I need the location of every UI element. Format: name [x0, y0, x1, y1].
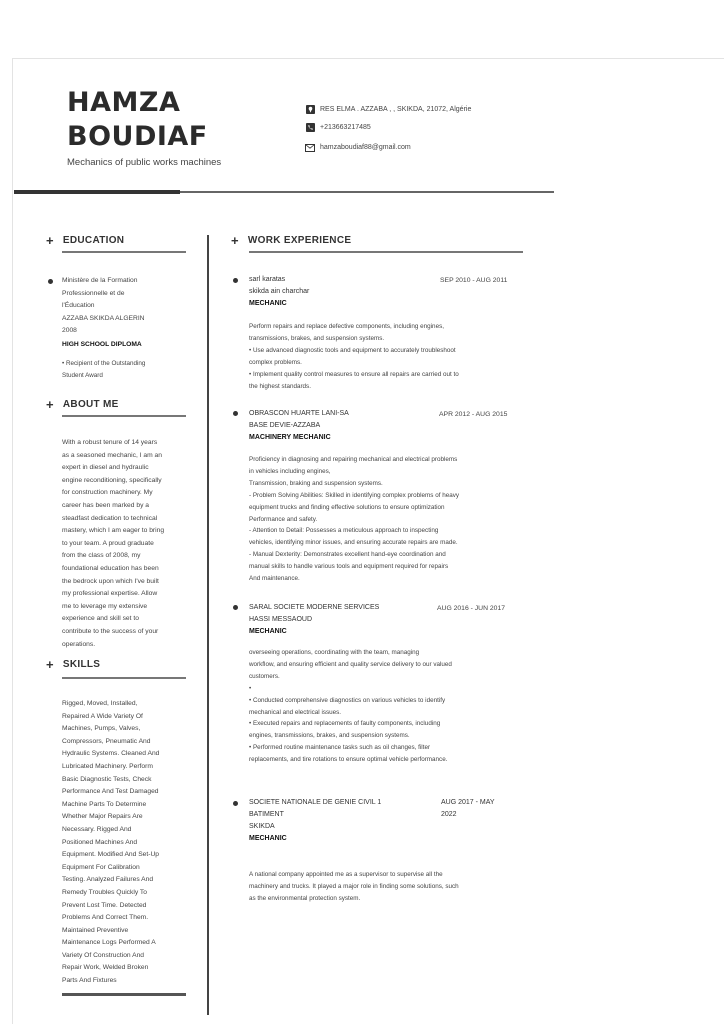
- about-line: my professional expertise. Allow: [62, 590, 158, 598]
- job-company-line: SOCIETE NATIONALE DE GENIE CIVIL 1: [249, 799, 382, 806]
- job-desc-line: - Problem Solving Abilities: Skilled in identifying complex problems of heavy: [249, 491, 459, 499]
- skills-line: Repaired A Wide Variety Of: [62, 712, 143, 720]
- skills-line: Problems And Correct Them.: [62, 914, 149, 922]
- plus-icon: +: [46, 397, 54, 412]
- bullet-icon: [233, 278, 238, 283]
- job-company-line: HASSI MESSAOUD: [249, 616, 313, 623]
- about-heading: [46, 397, 119, 412]
- job-desc-line: A national company appointed me as a supervisor to supervise all the: [249, 871, 443, 878]
- about-line: foundational education has been: [62, 564, 159, 572]
- name-first: HAMZA: [67, 87, 181, 118]
- phone-text: +213663217485: [320, 124, 371, 131]
- plus-icon: +: [231, 233, 239, 248]
- job-desc-line: the highest standards.: [249, 382, 311, 390]
- education-year: 2008: [62, 327, 77, 335]
- about-line: for construction machinery. My: [62, 489, 153, 497]
- header-divider-accent: [14, 190, 180, 194]
- job-date-line: 2022: [441, 811, 457, 818]
- skills-line: Lubricated Machinery. Perform: [62, 762, 153, 770]
- page-left-edge: [12, 58, 13, 1024]
- skills-line: Maintained Preventive: [62, 926, 129, 934]
- skills-line: Variety Of Construction And: [62, 951, 145, 959]
- education-institution-line: Ministère de la Formation: [62, 277, 138, 284]
- skills-line: Hydraulic Systems. Cleaned And: [62, 750, 160, 758]
- about-line: contribute to the success of your: [62, 627, 159, 635]
- job-company-line: SARAL SOCIETE MODERNE SERVICES: [249, 604, 380, 611]
- bullet-icon: [233, 411, 238, 416]
- job-company-line: BASE DEVIE-AZZABA: [249, 422, 321, 429]
- plus-icon: +: [46, 233, 54, 248]
- skills-line: Equipment For Calibration: [62, 863, 140, 871]
- skills-line: Compressors, Pneumatic And: [62, 737, 151, 745]
- bullet-icon: [48, 279, 53, 284]
- job-desc-line: customers.: [249, 672, 280, 680]
- skills-text: [62, 698, 187, 988]
- skills-line: Repair Work, Welded Broken: [62, 964, 149, 972]
- job-desc-line: And maintenance.: [249, 575, 300, 583]
- job-company: [249, 408, 349, 444]
- skills-line: Testing. Analyzed Failures And: [62, 876, 154, 884]
- skills-line: Machine Parts To Determine: [62, 800, 147, 808]
- job-title: Mechanics of public works machines: [67, 157, 222, 168]
- job-desc-line: equipment trucks and finding effective solutions to ensure optimization: [249, 503, 445, 511]
- job-role: MACHINERY MECHANIC: [249, 434, 331, 441]
- job-company-line: OBRASCON HUARTE LANI-SA: [249, 410, 349, 417]
- job-desc-line: • Conducted comprehensive diagnostics on various vehicles to identify: [249, 696, 446, 704]
- education-institution-line: AZZABA SKIKDA ALGERIN: [62, 314, 145, 322]
- location-pin-icon: [305, 105, 315, 114]
- skills-line: Whether Major Repairs Are: [62, 813, 143, 821]
- skills-line: Maintenance Logs Performed A: [62, 939, 156, 947]
- about-line: from the class of 2008, my: [62, 552, 141, 560]
- job-role: MECHANIC: [249, 300, 287, 307]
- job-company: [249, 797, 381, 845]
- education-heading: [46, 233, 124, 248]
- job-desc-line: Perform repairs and replace defective components, including engines,: [249, 323, 444, 330]
- email-link[interactable]: hamzaboudiaf88@gmail.com: [320, 144, 411, 151]
- job-desc-line: • Use advanced diagnostic tools and equipment to accurately troubleshoot: [249, 346, 456, 354]
- skills-line: Performance And Test Damaged: [62, 788, 159, 796]
- education-degree: HIGH SCHOOL DIPLOMA: [62, 340, 142, 348]
- job-desc-line: replacements, and tire rotations to ensure optimal vehicle performance.: [249, 756, 448, 764]
- job-desc-line: Performance and safety.: [249, 515, 318, 523]
- job-company: [249, 602, 379, 638]
- job-desc-line: machinery and trucks. It played a major role in finding some solutions, such: [249, 882, 459, 890]
- skills-line: Basic Diagnostic Tests, Check: [62, 775, 152, 783]
- contact-phone: [305, 123, 371, 132]
- skills-line: Rigged, Moved, Installed,: [62, 700, 138, 707]
- job-role: MECHANIC: [249, 835, 287, 842]
- job-desc-line: as the environmental protection system.: [249, 894, 361, 902]
- job-desc-line: •: [249, 684, 252, 692]
- about-text: [62, 437, 187, 651]
- job-company: [249, 274, 309, 310]
- bullet-icon: [233, 801, 238, 806]
- about-line: me to leverage my extensive: [62, 602, 148, 610]
- job-desc-line: Proficiency in diagnosing and repairing mechanical and electrical problems: [249, 456, 458, 463]
- job-company-line: BATIMENT: [249, 811, 284, 818]
- job-desc-line: vehicles, identifying minor issues, and ensuring accurate repairs are made.: [249, 539, 458, 547]
- job-company-line: sarl karatas: [249, 276, 286, 283]
- about-line: engine reconditioning, specifically: [62, 476, 162, 484]
- job-desc-line: Transmission, braking and suspension systems.: [249, 479, 383, 487]
- phone-icon: [305, 123, 315, 132]
- job-date-line: AUG 2017 - MAY: [441, 799, 495, 806]
- skills-line: Machines, Pumps, Valves,: [62, 725, 141, 733]
- job-desc-line: - Attention to Detail: Possesses a meticulous approach to inspecting: [249, 527, 439, 535]
- skills-line: Necessary. Rigged And: [62, 825, 132, 833]
- skills-line: Remedy Troubles Quickly To: [62, 888, 147, 896]
- job-desc-line: overseeing operations, coordinating with the team, managing: [249, 649, 420, 656]
- about-line: steadfast dedication to technical: [62, 514, 158, 522]
- job-company-line: SKIKDA: [249, 823, 275, 830]
- education-heading-label: EDUCATION: [62, 235, 125, 246]
- job-description: [249, 869, 531, 905]
- work-heading: [231, 233, 351, 248]
- about-heading-label: ABOUT ME: [62, 399, 119, 410]
- job-desc-line: transmissions, brakes, and suspension systems.: [249, 334, 385, 342]
- job-desc-line: • Implement quality control measures to ensure all repairs are carried out to: [249, 370, 459, 378]
- job-date: SEP 2010 - AUG 2011: [440, 277, 508, 284]
- skills-line: Prevent Lost Time. Detected: [62, 901, 147, 909]
- job-company-line: skikda ain charchar: [249, 288, 310, 295]
- skills-heading-label: SKILLS: [62, 659, 101, 670]
- about-line: mastery, which I am eager to bring: [62, 527, 165, 535]
- about-line: operations.: [62, 640, 96, 648]
- about-line: career has been marked by a: [62, 501, 149, 509]
- name-last: BOUDIAF: [67, 121, 208, 152]
- about-line: experience and skill set to: [62, 615, 139, 623]
- skills-line: Positioned Machines And: [62, 838, 138, 846]
- skills-line: Parts And Fixtures: [62, 977, 117, 985]
- job-description: [249, 647, 531, 766]
- job-description: [249, 454, 531, 585]
- job-desc-line: manual skills to handle various tools and equipment required for repairs: [249, 563, 449, 571]
- education-institution-line: Professionnelle et de: [62, 289, 125, 297]
- education-entry: [62, 275, 187, 382]
- about-line: expert in diesel and hydraulic: [62, 464, 149, 472]
- about-line: as a seasoned mechanic, I am an: [62, 451, 162, 459]
- job-desc-line: mechanical and electrical issues.: [249, 708, 342, 716]
- job-desc-line: in vehicles including engines,: [249, 467, 331, 475]
- job-desc-line: workflow, and ensuring efficient and quality service delivery to our valued: [249, 660, 452, 668]
- about-line: With a robust tenure of 14 years: [62, 439, 158, 446]
- job-date: [441, 797, 495, 821]
- job-role: MECHANIC: [249, 628, 287, 635]
- about-line: to your team. A proud graduate: [62, 539, 154, 547]
- job-desc-line: - Manual Dexterity: Demonstrates excellent hand-eye coordination and: [249, 551, 446, 559]
- plus-icon: +: [46, 657, 54, 672]
- about-rule: [62, 415, 186, 417]
- job-date: APR 2012 - AUG 2015: [439, 411, 508, 418]
- job-date: AUG 2016 - JUN 2017: [437, 605, 506, 612]
- job-desc-line: • Performed routine maintenance tasks such as oil changes, filter: [249, 744, 431, 752]
- bullet-icon: [233, 605, 238, 610]
- education-note-line: • Recipient of the Outstanding: [62, 359, 146, 367]
- job-desc-line: engines, transmissions, brakes, and suspension systems.: [249, 732, 410, 740]
- education-note-line: Student Award: [62, 371, 103, 379]
- work-rule: [249, 251, 523, 253]
- job-desc-line: complex problems.: [249, 358, 302, 366]
- education-institution-line: l'Éducation: [62, 302, 95, 310]
- skills-heading: [46, 657, 100, 672]
- contact-email[interactable]: [305, 143, 411, 152]
- skills-bottom-rule: [62, 993, 186, 996]
- contact-address: [305, 105, 471, 114]
- address-text: RES ELMA . AZZABA , , SKIKDA, 21072, Algérie: [320, 106, 472, 113]
- page-top-edge: [12, 58, 724, 59]
- education-rule: [62, 251, 186, 253]
- skills-line: Equipment. Modified And Set-Up: [62, 851, 160, 859]
- job-description: [249, 321, 531, 392]
- skills-rule: [62, 677, 186, 679]
- work-heading-label: WORK EXPERIENCE: [247, 235, 352, 246]
- job-desc-line: • Executed repairs and replacements of faulty components, including: [249, 720, 441, 728]
- about-line: the bedrock upon which I've built: [62, 577, 159, 585]
- envelope-icon: [305, 143, 315, 152]
- column-divider: [207, 235, 209, 1015]
